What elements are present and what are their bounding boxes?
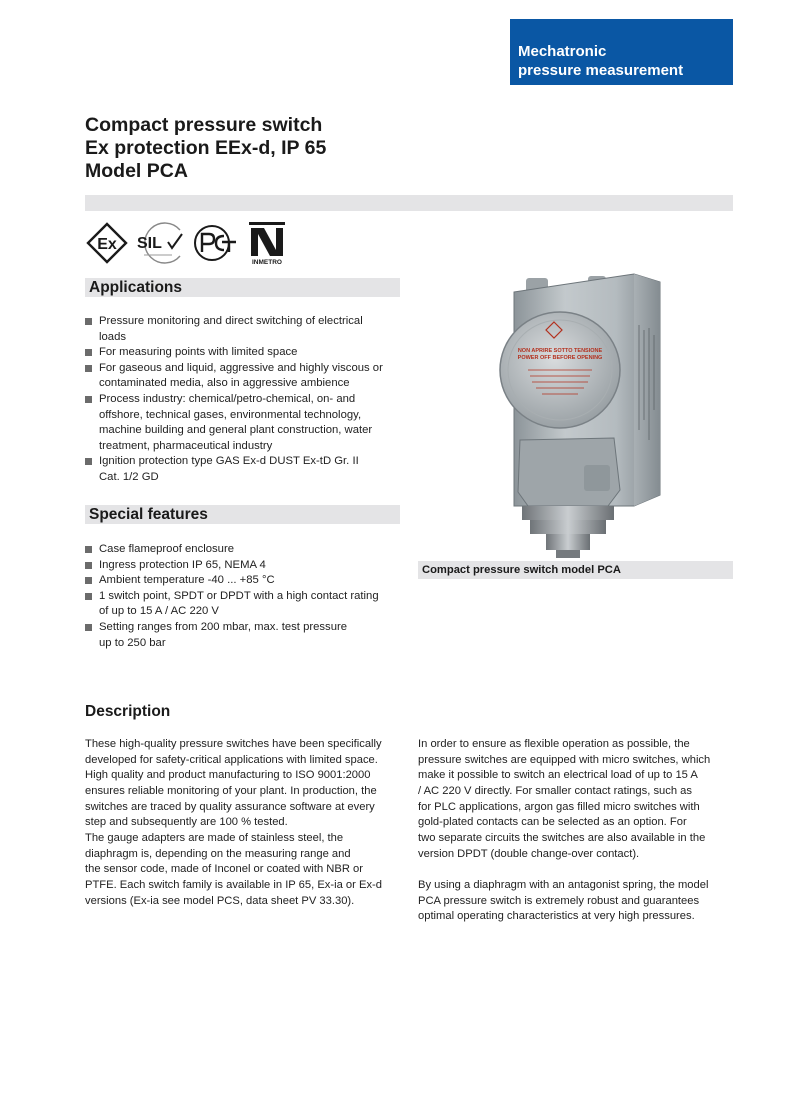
description-text-line: make it possible to switch an electrical load of up to 15 A: [418, 769, 698, 782]
sil-logo-text: SIL: [137, 235, 162, 252]
ex-hexagon-icon: [85, 222, 129, 264]
square-bullet-icon: [85, 593, 92, 600]
description-text-line: developed for safety-critical applications with limited space.: [85, 753, 378, 766]
brand-box: [510, 19, 733, 85]
special-features-list: [85, 542, 405, 651]
bullet-text-line: up to 250 bar: [99, 636, 166, 649]
title-divider-bar: [85, 195, 733, 211]
square-bullet-icon: [85, 318, 92, 325]
square-bullet-icon: [85, 562, 92, 569]
bullet-item: [85, 454, 405, 485]
description-text-line: the sensor code, made of Inconel or coated with NBR or: [85, 863, 363, 876]
square-bullet-icon: [85, 624, 92, 631]
square-bullet-icon: [85, 396, 92, 403]
bullet-text-line: Case flameproof enclosure: [99, 543, 235, 555]
description-text-line: step and subsequently are 100 % tested.: [85, 816, 288, 829]
applications-list: [85, 314, 405, 486]
description-text-line: version DPDT (double change-over contact).: [418, 847, 640, 860]
bullet-text-line: Ignition protection type GAS Ex-d DUST Ex-tD Gr. II: [99, 455, 359, 468]
bullet-text-line: machine building and general plant construction, water: [99, 424, 373, 437]
product-photo: [484, 270, 684, 560]
bullet-text-line: Process industry: chemical/petro-chemical, on- and: [99, 392, 356, 405]
special-features-heading: Special features: [85, 505, 400, 524]
description-text-line: pressure switches are equipped with micro switches, which: [418, 753, 711, 766]
bullet-text-line: of up to 15 A / AC 220 V: [99, 605, 219, 618]
description-column-2: [418, 737, 738, 925]
square-bullet-icon: [85, 365, 92, 372]
description-text-line: / AC 220 V directly. For smaller contact ratings, such as: [418, 784, 692, 797]
square-bullet-icon: [85, 577, 92, 584]
square-bullet-icon: [85, 349, 92, 356]
pct-gost-icon: [192, 222, 240, 264]
bullet-item: [85, 392, 405, 454]
ex-logo-text: Ex: [97, 236, 117, 253]
bullet-item: [85, 314, 405, 345]
page-title: [85, 114, 505, 183]
applications-heading: Applications: [85, 278, 400, 297]
bullet-text-line: Setting ranges from 200 mbar, max. test pressure: [99, 620, 348, 633]
title-line-1: Compact pressure switch: [85, 114, 323, 136]
description-text-line: High quality and product manufacturing to ISO 9001:2000: [85, 769, 371, 782]
bullet-text-line: Ingress protection IP 65, NEMA 4: [99, 558, 266, 571]
description-text-line: two separate circuits the switches are also available in the: [418, 831, 706, 844]
description-text-line: versions (Ex-ia see model PCS, data sheet PV 33.30).: [85, 894, 355, 907]
description-text-line: ensures reliable monitoring of your plant. In production, the: [85, 784, 377, 797]
description-text-line: optimal operating characteristics at very high pressures.: [418, 910, 695, 923]
bullet-text-line: loads: [99, 330, 127, 343]
description-text-line: PCA pressure switch is extremely robust and guarantees: [418, 894, 700, 907]
description-column-1: [85, 737, 400, 909]
brand-line-1: Mechatronic: [518, 43, 607, 60]
bullet-item: [85, 361, 405, 392]
bullet-item: [85, 573, 405, 589]
square-bullet-icon: [85, 458, 92, 465]
inmetro-icon: [249, 222, 285, 266]
bullet-item: [85, 558, 405, 574]
bullet-item: [85, 345, 405, 361]
description-heading: Description: [85, 703, 171, 720]
bullet-text-line: 1 switch point, SPDT or DPDT with a high contact rating: [99, 589, 379, 602]
bullet-text-line: For gaseous and liquid, aggressive and highly viscous or: [99, 361, 383, 374]
title-line-3: Model PCA: [85, 160, 188, 182]
description-text-line: In order to ensure as flexible operation as possible, the: [418, 738, 690, 750]
description-text-line: switches are traced by quality assurance software at every: [85, 800, 375, 813]
photo-label-line-1: NON APRIRE SOTTO TENSIONE: [517, 348, 603, 354]
bullet-text-line: contaminated media, also in aggressive ambience: [99, 377, 350, 390]
description-text-line: The gauge adapters are made of stainless steel, the: [85, 831, 344, 844]
sil-icon: [134, 222, 186, 264]
description-text-line: These high-quality pressure switches have been specifically: [85, 738, 382, 750]
brand-line-2: pressure measurement: [518, 62, 684, 79]
photo-caption: Compact pressure switch model PCA: [418, 561, 733, 579]
bullet-text-line: treatment, pharmaceutical industry: [99, 439, 273, 452]
bullet-item: [85, 620, 405, 651]
bullet-text-line: Ambient temperature -40 ... +85 °C: [99, 574, 275, 587]
bullet-text-line: Pressure monitoring and direct switching of electrical: [99, 315, 363, 327]
title-line-2: Ex protection EEx-d, IP 65: [85, 137, 327, 159]
description-text-line: gold-plated contacts can be selected as an option. For: [418, 816, 687, 829]
square-bullet-icon: [85, 546, 92, 553]
description-text-line: By using a diaphragm with an antagonist spring, the model: [418, 878, 709, 891]
description-text-line: PTFE. Each switch family is available in IP 65, Ex-ia or Ex-d: [85, 878, 382, 891]
description-text-line: diaphragm is, depending on the measuring range and: [85, 847, 351, 860]
description-text-line: for PLC applications, argon gas filled micro switches with: [418, 800, 700, 813]
bullet-text-line: For measuring points with limited space: [99, 346, 298, 359]
bullet-text-line: Cat. 1/2 GD: [99, 470, 159, 483]
bullet-item: [85, 542, 405, 558]
bullet-text-line: offshore, technical gases, environmental technology,: [99, 408, 362, 421]
bullet-item: [85, 589, 405, 620]
inmetro-logo-text: INMETRO: [252, 259, 282, 266]
photo-label-line-2: POWER OFF BEFORE OPENING: [517, 355, 603, 361]
